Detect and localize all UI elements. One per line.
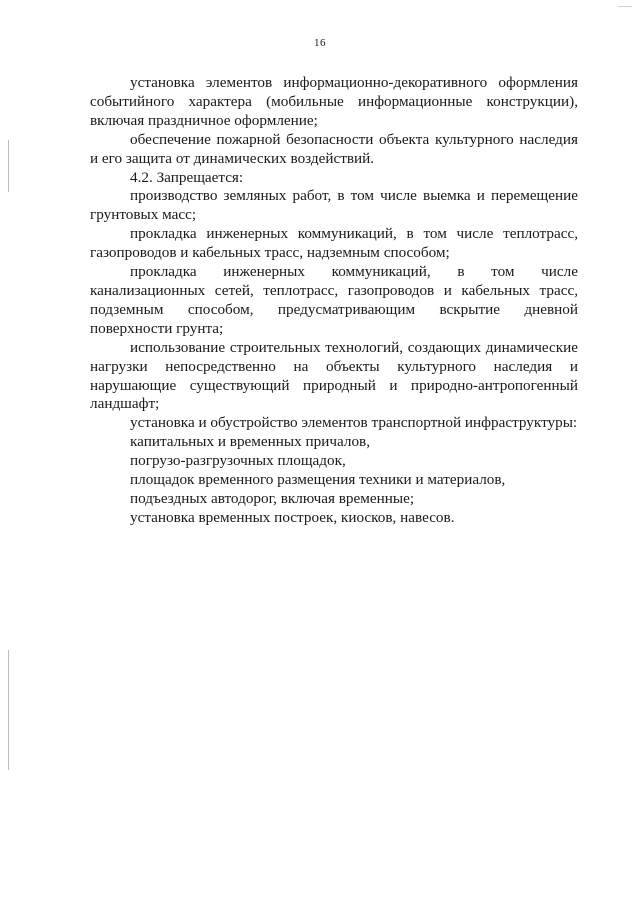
document-body xyxy=(90,74,578,528)
list-item: погрузо-разгрузочных площадок, xyxy=(130,452,346,470)
paragraph: прокладка инженерных коммуникаций, в том числе канализационных сетей, теплотрасс, газопроводов и кабельных трасс, подземным способом, предусматривающим вскрытие дневной поверхности грунта; xyxy=(90,263,578,337)
scan-margin-line-bottom xyxy=(8,650,9,770)
list-item: капитальных и временных причалов, xyxy=(130,433,371,451)
scan-margin-line-top xyxy=(8,140,9,192)
list-item: площадок временного размещения техники и материалов, xyxy=(130,471,506,489)
paragraph: обеспечение пожарной безопасности объекта культурного наследия и его защита от динамических воздействий. xyxy=(90,130,578,167)
section-heading: 4.2. Запрещается: xyxy=(130,168,244,186)
paragraph: производство земляных работ, в том числе выемка и перемещение грунтовых масс; xyxy=(90,187,578,224)
paragraph: установка временных построек, киосков, навесов. xyxy=(130,508,455,526)
scan-corner-mark xyxy=(618,6,632,7)
page-number: 16 xyxy=(314,37,326,49)
paragraph: установка элементов информационно-декоративного оформления событийного характера (мобильные информационные конструкции), включая праздничное оформление; xyxy=(90,74,578,129)
paragraph: прокладка инженерных коммуникаций, в том числе теплотрасс, газопроводов и кабельных трасс, надземным способом; xyxy=(90,225,578,262)
paragraph: установка и обустройство элементов транспортной инфраструктуры: xyxy=(130,414,578,432)
paragraph: использование строительных технологий, создающих динамические нагрузки непосредственно на объекты культурного наследия и нарушающие существующий природный и природно-антропогенный ландшафт; xyxy=(90,338,578,413)
list-item: подъездных автодорог, включая временные; xyxy=(130,489,415,507)
